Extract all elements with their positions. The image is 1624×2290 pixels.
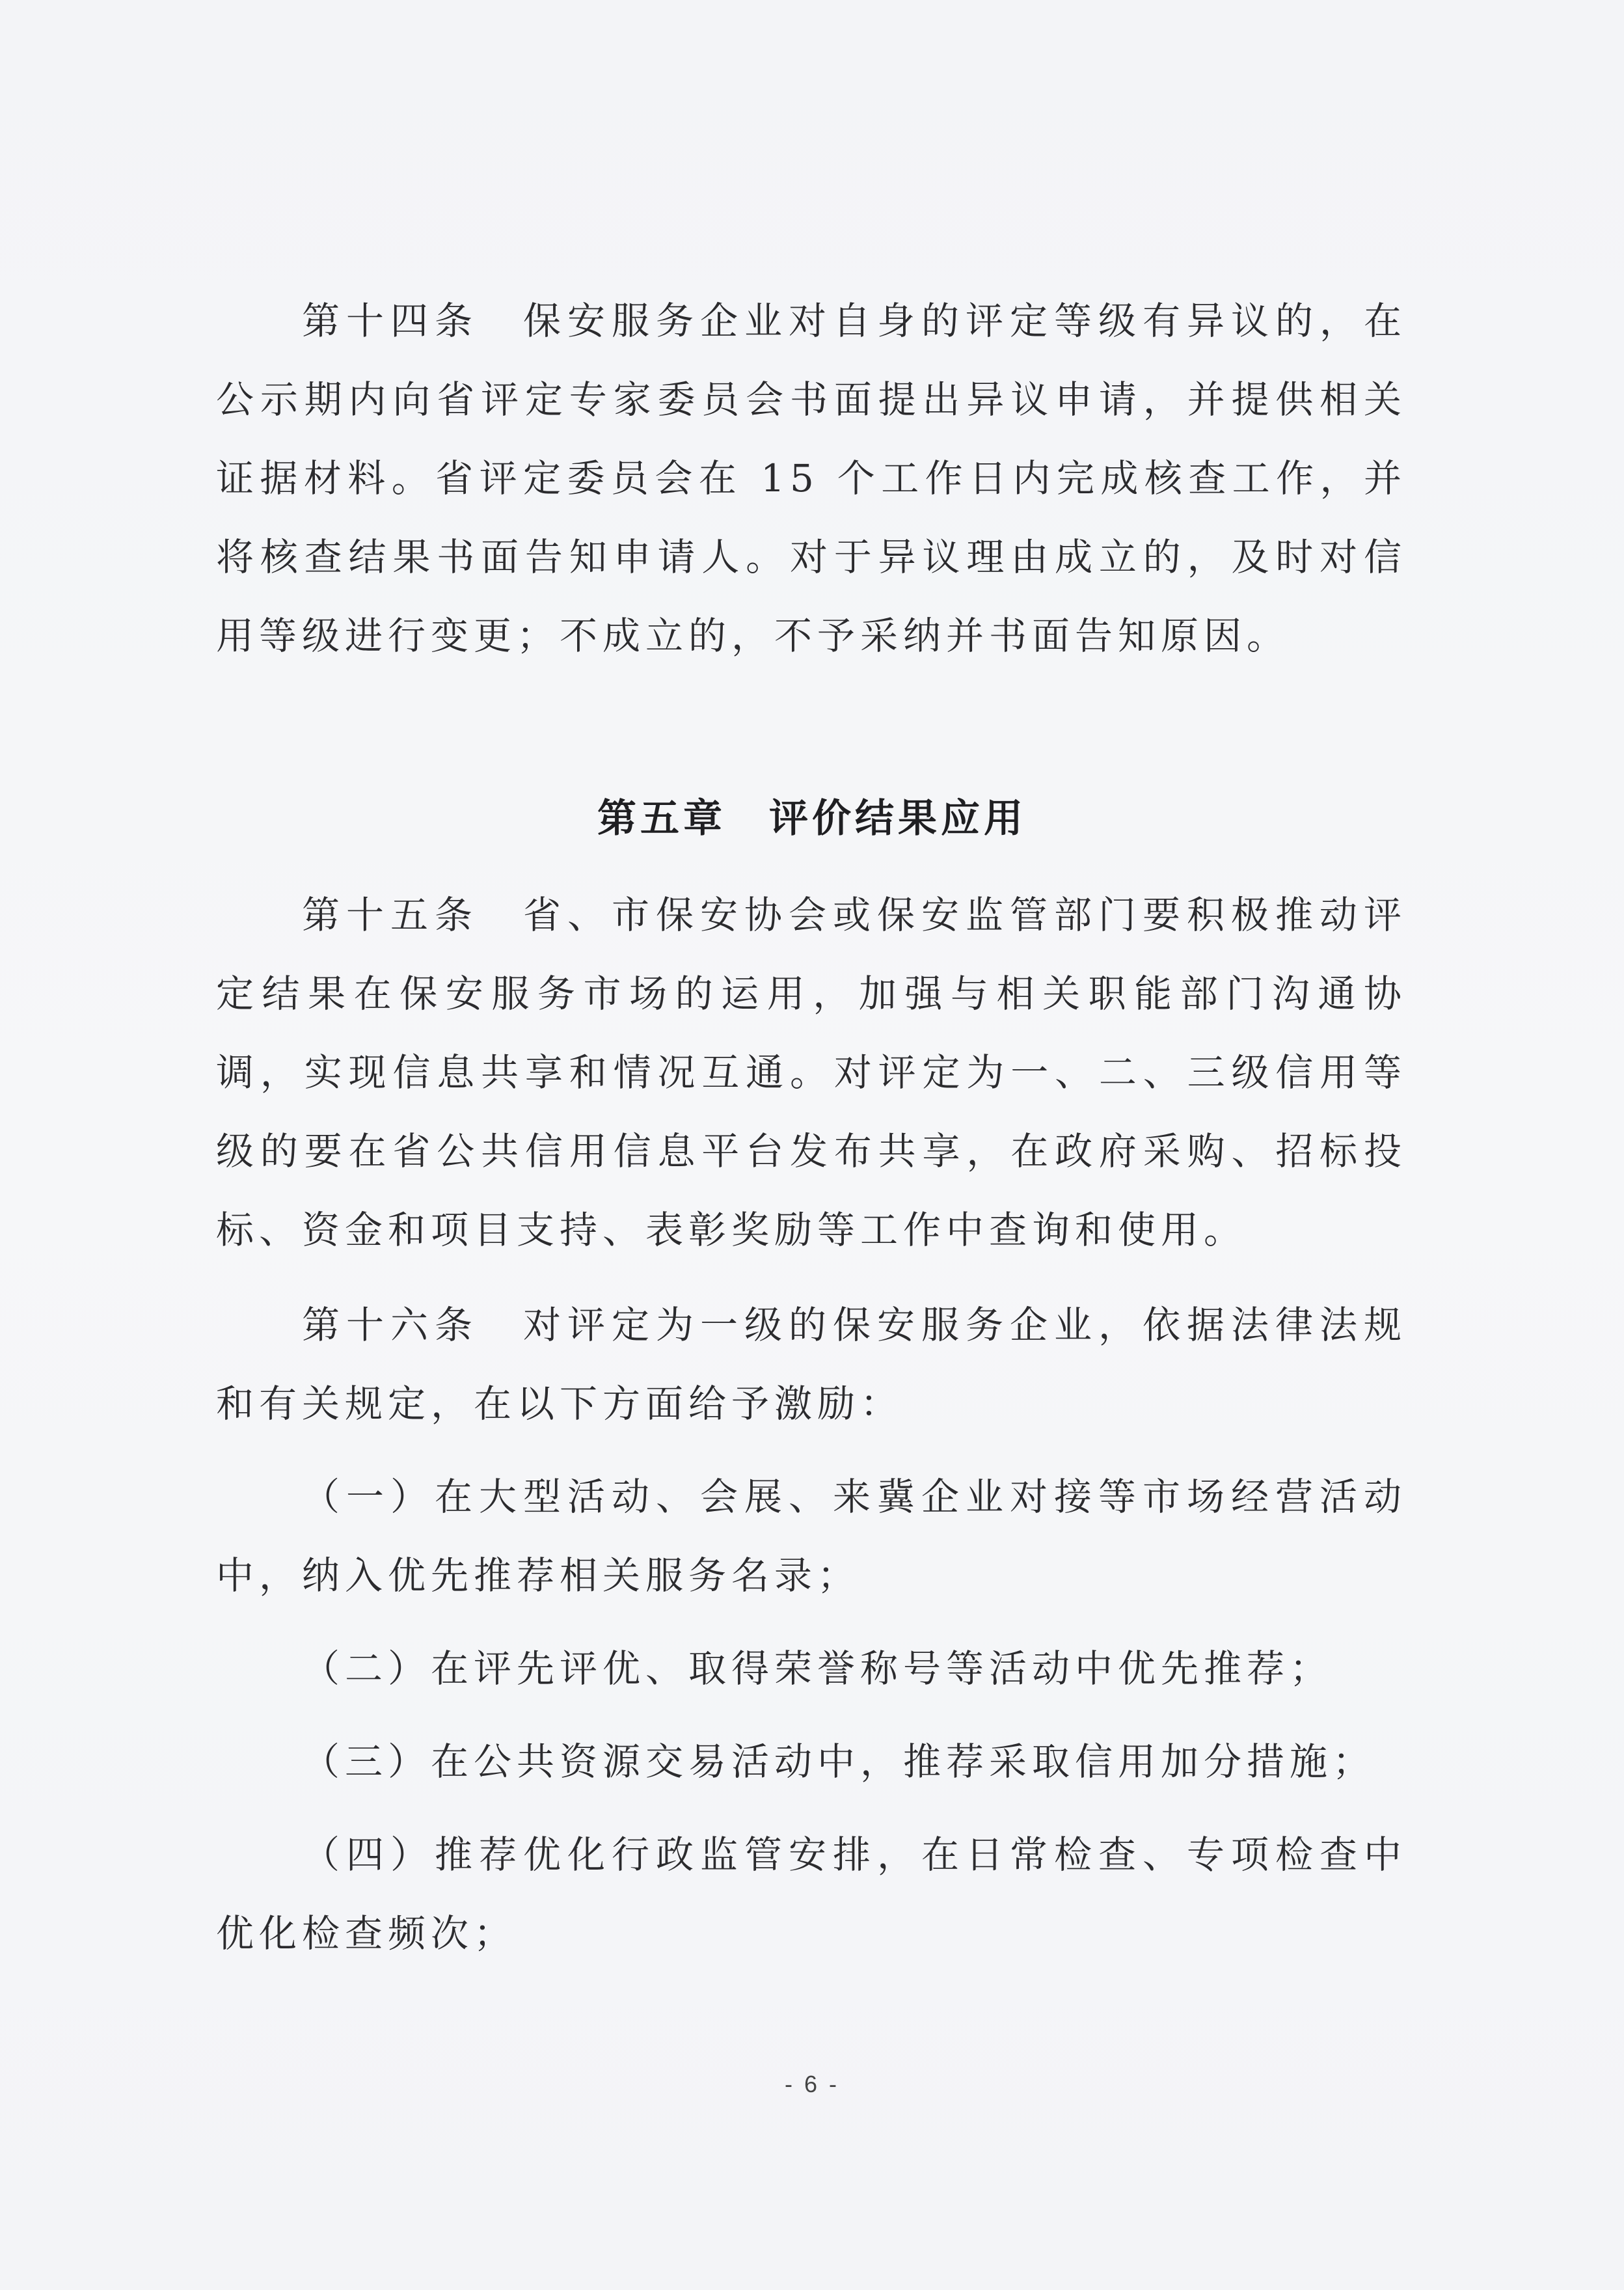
article-16-paragraph: 第十六条 对评定为一级的保安服务企业，依据法律法规和有关规定，在以下方面给予激励： xyxy=(216,1303,1407,1426)
article-16-block xyxy=(216,1286,1407,1973)
article-15-block xyxy=(216,876,1407,1270)
article-14-paragraph: 第十四条 保安服务企业对自身的评定等级有异议的，在公示期内向省评定专家委员会书面提出异议申请，并提供相关证据材料。省评定委员会在 15 个工作日内完成核查工作，并将核查结果书面告知申请人。对于异议理由成立的，及时对信用等级进行变更；不成立的，不予采纳并书面告知原因。 xyxy=(216,299,1407,658)
article-16-item-1: （一）在大型活动、会展、来冀企业对接等市场经营活动中，纳入优先推荐相关服务名录； xyxy=(216,1475,1407,1598)
article-15-paragraph: 第十五条 省、市保安协会或保安监管部门要积极推动评定结果在保安服务市场的运用，加强与相关职能部门沟通协调，实现信息共享和情况互通。对评定为一、二、三级信用等级的要在省公共信用信息平台发布共享，在政府采购、招标投标、资金和项目支持、表彰奖励等工作中查询和使用。 xyxy=(216,893,1407,1252)
page-number: - 6 - xyxy=(784,2071,839,2097)
article-16-item-3: （三）在公共资源交易活动中，推荐采取信用加分措施； xyxy=(302,1739,1376,1784)
article-14-block xyxy=(216,282,1407,675)
article-16-item-2: （二）在评先评优、取得荣誉称号等活动中优先推荐； xyxy=(302,1646,1333,1691)
article-16-item-4: （四）推荐优化行政监管安排，在日常检查、专项检查中优化检查频次； xyxy=(216,1833,1407,1956)
chapter-5-heading: 第五章 评价结果应用 xyxy=(597,796,1027,841)
